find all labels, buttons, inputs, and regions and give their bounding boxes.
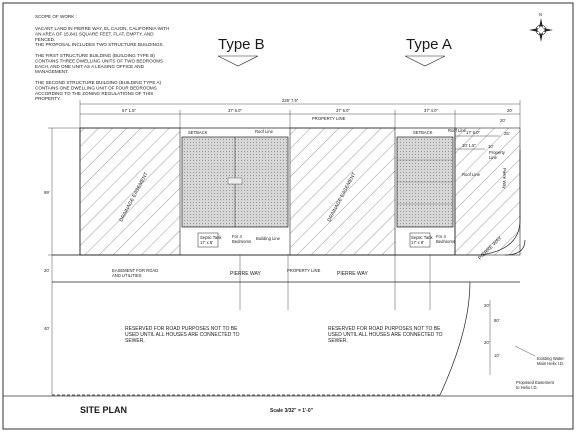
dim-r4: 20' [484, 303, 490, 308]
pierre-way-side: Pierre Way [502, 168, 507, 189]
type-b-marker [218, 56, 258, 66]
dim-right1: 17' 6.0" [466, 130, 480, 135]
dim-r1: 20' [500, 118, 506, 123]
property-line-mid: PROPERTY LINE [287, 268, 321, 273]
site-plan-title: SITE PLAN [80, 405, 128, 415]
proposed-easement-label: Proposed Easement to Helix I.D. [516, 380, 554, 390]
dim-r7: 10' [494, 353, 500, 358]
bedrooms-label-1: For 4 Bedrooms [232, 234, 252, 244]
dim-r5: 20' [484, 340, 490, 345]
building-line: Building Line [256, 236, 280, 241]
dim-seg2: 37' 6.0" [228, 108, 242, 113]
reserved-note-2: RESERVED FOR ROAD PURPOSES NOT TO BE USED UNTIL ALL HOUSES ARE CONNECTED TO SEWER. [328, 326, 443, 344]
septic-tank-1 [198, 233, 251, 247]
water-main-label: Existing Water Main Helix I.D. [537, 356, 565, 366]
left-dimensions [48, 128, 80, 395]
dim-lower1: 20' [44, 268, 50, 273]
drainage-label-2: DRAINAGE EASEMENT [326, 171, 358, 223]
dim-right2: 10' 1.5" [462, 143, 476, 148]
type-a-heading [405, 36, 452, 66]
type-b-heading [218, 36, 265, 66]
pierre-way-3: PIERRE WAY [477, 235, 504, 262]
top-dimensions [80, 100, 520, 128]
roof-line-2: Roof Line [448, 128, 466, 133]
setback-left: SETBACK [188, 130, 208, 135]
building-type-a [397, 137, 453, 227]
water-leader [515, 346, 535, 356]
building-type-b [182, 137, 288, 227]
reserved-note-1: RESERVED FOR ROAD PURPOSES NOT TO BE USED UNTIL ALL HOUSES ARE CONNECTED TO SEWER. [125, 326, 240, 344]
type-b-label: Type B [218, 36, 265, 53]
dim-seg5: 20' [507, 108, 513, 113]
roof-line-1: Roof Line [255, 129, 273, 134]
type-a-marker [405, 56, 445, 66]
dim-left: 99' [44, 190, 50, 195]
north-arrow [529, 12, 553, 42]
dim-seg4: 37' 4.0" [424, 108, 438, 113]
setback-right: SETBACK [413, 130, 433, 135]
bedrooms-label-2: For 4 Bedrooms [436, 234, 456, 244]
dim-r3: 10' [488, 144, 494, 149]
septic-label-1: Septic Tank 17' x 8' [200, 235, 222, 245]
dim-r6: 90' [494, 318, 500, 323]
drainage-label-1: DRAINAGE EASEMENT [118, 171, 150, 223]
scope-of-work [35, 14, 169, 101]
septic-label-2: Septic Tank 17' x 8' [411, 235, 433, 245]
dim-lower2: 40' [44, 326, 50, 331]
north-label: N [539, 12, 543, 17]
property-line-right: Property Line [489, 150, 505, 160]
septic-tank-2 [410, 233, 455, 247]
dim-seg3: 37' 6.0" [336, 108, 350, 113]
dim-overall: 229' 7.5" [282, 98, 299, 103]
type-a-label: Type A [406, 36, 452, 53]
pierre-way-2: PIERRE WAY [337, 271, 368, 277]
roof-line-3: Roof Line [462, 172, 480, 177]
drainage-easement-left [80, 128, 180, 255]
scope-heading: SCOPE OF WORK : [35, 14, 77, 19]
scope-text: VACANT LAND IN PIERRE WAY, EL CAJON, CALIFORNIA WITH AN AREA OF 15,841 SQUARE FEET, FLAT, EMPTY, AND FENCED. THE PROPOSAL INCLUDES TWO STRUCTURE BUILDINGS. THE FIRST STRUCTURE BUILDING (BUILDING TYPE B) CONTAINS THREE DWELLING UNITS OF TWO BEDROOMS EACH, AND ONE UNIT AS A LEASING OFFICE AND MANAGEMENT. THE SECOND STRUCTURE BUILDING (BUILDING TYPE A) CONTAINS ONE DWELLING UNIT OF FOUR BEDROOMS ACCORDING TO THE ZONING REGULATIONS OF THIS PROPERTY. [35, 26, 170, 102]
scale-label: Scale 3/32" = 1'-0" [270, 408, 314, 414]
easement-road-label: EASEMENT FOR ROAD AND UTILITIES [112, 268, 159, 278]
pierre-way-1: PIERRE WAY [230, 271, 261, 277]
dim-seg1: 57' 1.5" [122, 108, 136, 113]
property-line-top: PROPERTY LINE [312, 116, 346, 121]
dim-r2: 25' [504, 131, 510, 136]
